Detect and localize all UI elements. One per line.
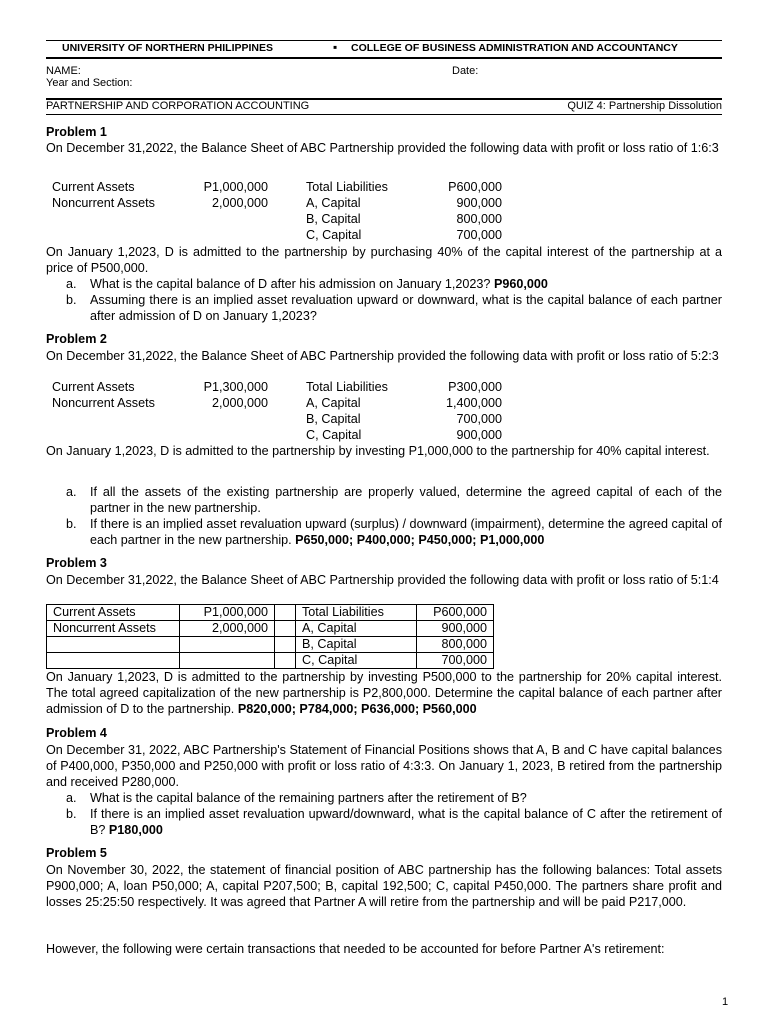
- balance-row: [46, 396, 516, 412]
- balance-row: [46, 196, 516, 212]
- account-name: Total Liabilities: [306, 380, 388, 394]
- problem-5-intro: On November 30, 2022, the statement of financial position of ABC partnership has the following balances: Total assets P900,000; A, loan P50,000; A, capital P207,500; B, capital 192,500; C, capital P450,000. The partners share profit and losses 25:25:50 respectively. It was agreed that Partner A will retire from the partnership and will be paid P217,000.: [46, 863, 722, 909]
- problem-3-balance-table: [46, 604, 494, 669]
- account-value: 800,000: [456, 212, 502, 226]
- problem-2-question-a: [66, 484, 722, 516]
- question-text: Assuming there is an implied asset revaluation upward or downward, what is the capital balance of each partner after admission of D on January 1,2023?: [90, 293, 722, 323]
- answer: P650,000; P400,000; P450,000; P1,000,000: [295, 533, 545, 547]
- table-cell: Total Liabilities: [296, 605, 417, 621]
- account-value: 2,000,000: [211, 196, 268, 210]
- paragraph-text: On January 1,2023, D is admitted to the partnership by investing P500,000 to the partnership for 20% capital interest. The total agreed capitalization of the new partnership is P2,800,000. Determine the capital balance of each partner after admission of D to the partnership.: [46, 670, 722, 716]
- answer: P820,000; P784,000; P636,000; P560,000: [237, 702, 477, 716]
- table-cell: Noncurrent Assets: [47, 621, 180, 637]
- table-cell: [47, 637, 180, 653]
- account-value: P600,000: [448, 180, 502, 194]
- account-value: 900,000: [456, 428, 502, 442]
- problem-2-intro: On December 31,2022, the Balance Sheet of ABC Partnership provided the following data with profit or loss ratio of 5:2:3: [46, 349, 719, 363]
- college-name: COLLEGE OF BUSINESS ADMINISTRATION AND ACCOUNTANCY: [351, 42, 678, 54]
- balance-row: [46, 428, 516, 444]
- table-cell: 700,000: [417, 653, 494, 669]
- problem-5-title: Problem 5: [46, 846, 107, 860]
- table-cell: [275, 621, 296, 637]
- account-name: C, Capital: [306, 428, 362, 442]
- list-marker: a.: [66, 791, 77, 805]
- account-value: 2,000,000: [211, 396, 268, 410]
- list-marker: b.: [66, 807, 77, 821]
- account-name: Noncurrent Assets: [52, 396, 155, 410]
- account-name: A, Capital: [306, 396, 361, 410]
- problem-2-balance-sheet: [46, 380, 516, 444]
- answer: P960,000: [493, 277, 548, 291]
- university-name: UNIVERSITY OF NORTHERN PHILIPPINES: [62, 42, 273, 54]
- date-label: Date:: [452, 65, 479, 77]
- account-name: A, Capital: [306, 196, 361, 210]
- account-value: 1,400,000: [445, 396, 502, 410]
- header-bullet: ▪: [333, 40, 338, 54]
- account-value: 700,000: [456, 228, 502, 242]
- table-row: [47, 637, 494, 653]
- account-value: P300,000: [448, 380, 502, 394]
- table-cell: Current Assets: [47, 605, 180, 621]
- list-marker: b.: [66, 293, 77, 307]
- table-cell: B, Capital: [296, 637, 417, 653]
- table-cell: [275, 653, 296, 669]
- problem-5-transactions: However, the following were certain transactions that needed to be accounted for before Partner A's retirement:: [46, 942, 665, 956]
- problem-3-admission: [46, 669, 722, 717]
- table-row: [47, 653, 494, 669]
- divider: [46, 114, 722, 115]
- table-cell: [180, 637, 275, 653]
- problem-3-title: Problem 3: [46, 556, 107, 570]
- problem-2-admission: On January 1,2023, D is admitted to the partnership by investing P1,000,000 to the partnership for 40% capital interest.: [46, 444, 710, 458]
- balance-row: [46, 412, 516, 428]
- account-name: C, Capital: [306, 228, 362, 242]
- question-text: What is the capital balance of the remaining partners after the retirement of B?: [90, 791, 527, 805]
- problem-1-question-b: [66, 292, 722, 324]
- course-title: PARTNERSHIP AND CORPORATION ACCOUNTING: [46, 100, 310, 112]
- account-value: P1,300,000: [203, 380, 268, 394]
- account-value: 900,000: [456, 196, 502, 210]
- account-name: B, Capital: [306, 212, 361, 226]
- question-text: If all the assets of the existing partnership are properly valued, determine the agreed capital of each of the partner in the new partnership.: [90, 485, 722, 515]
- problem-1-intro: On December 31,2022, the Balance Sheet of ABC Partnership provided the following data with profit or loss ratio of 1:6:3: [46, 141, 719, 155]
- account-name: B, Capital: [306, 412, 361, 426]
- account-name: Noncurrent Assets: [52, 196, 155, 210]
- table-cell: 900,000: [417, 621, 494, 637]
- year-section-label: Year and Section:: [46, 77, 133, 89]
- problem-4-question-a: [66, 790, 722, 806]
- problem-4-title: Problem 4: [46, 726, 107, 740]
- list-marker: b.: [66, 517, 77, 531]
- table-cell: [180, 653, 275, 669]
- table-cell: [47, 653, 180, 669]
- table-cell: [275, 605, 296, 621]
- problem-4-intro: On December 31, 2022, ABC Partnership's Statement of Financial Positions shows that A, B and C have capital balances of P400,000, P350,000 and P250,000 with profit or loss ratio of 4:3:3. On January 1, 2023, B retired from the partnership and received P280,000.: [46, 743, 722, 789]
- account-name: Current Assets: [52, 180, 135, 194]
- list-marker: a.: [66, 485, 77, 499]
- problem-4-question-b: [66, 806, 722, 838]
- answer: P180,000: [108, 823, 163, 837]
- balance-row: [46, 212, 516, 228]
- account-name: Total Liabilities: [306, 180, 388, 194]
- table-cell: 800,000: [417, 637, 494, 653]
- problem-2-title: Problem 2: [46, 332, 107, 346]
- quiz-title: QUIZ 4: Partnership Dissolution: [567, 100, 722, 112]
- question-text: What is the capital balance of D after his admission on January 1,2023?: [90, 277, 491, 291]
- name-label: NAME:: [46, 65, 81, 77]
- table-cell: A, Capital: [296, 621, 417, 637]
- header-banner: [46, 40, 722, 59]
- question-text: If there is an implied asset revaluation upward/downward, what is the capital balance of C after the retirement of B?: [90, 807, 722, 837]
- table-cell: P600,000: [417, 605, 494, 621]
- problem-1-title: Problem 1: [46, 125, 107, 139]
- balance-row: [46, 180, 516, 196]
- problem-1-question-a: [66, 276, 722, 292]
- table-row: [47, 605, 494, 621]
- list-marker: a.: [66, 277, 77, 291]
- problem-3-intro: On December 31,2022, the Balance Sheet of ABC Partnership provided the following data with profit or loss ratio of 5:1:4: [46, 573, 719, 587]
- problem-1-balance-sheet: [46, 180, 516, 244]
- account-value: 700,000: [456, 412, 502, 426]
- balance-row: [46, 228, 516, 244]
- table-cell: C, Capital: [296, 653, 417, 669]
- table-row: [47, 621, 494, 637]
- account-value: P1,000,000: [203, 180, 268, 194]
- balance-row: [46, 380, 516, 396]
- problem-2-question-b: [66, 516, 722, 548]
- table-cell: 2,000,000: [180, 621, 275, 637]
- page-number: 1: [722, 996, 729, 1008]
- account-name: Current Assets: [52, 380, 135, 394]
- table-cell: [275, 637, 296, 653]
- table-cell: P1,000,000: [180, 605, 275, 621]
- problem-1-admission: On January 1,2023, D is admitted to the partnership by purchasing 40% of the capital interest of the partnership at a price of P500,000.: [46, 245, 722, 275]
- question-text: If there is an implied asset revaluation upward (surplus) / downward (impairment), determine the agreed capital of each partner in the new partnership.: [90, 517, 722, 547]
